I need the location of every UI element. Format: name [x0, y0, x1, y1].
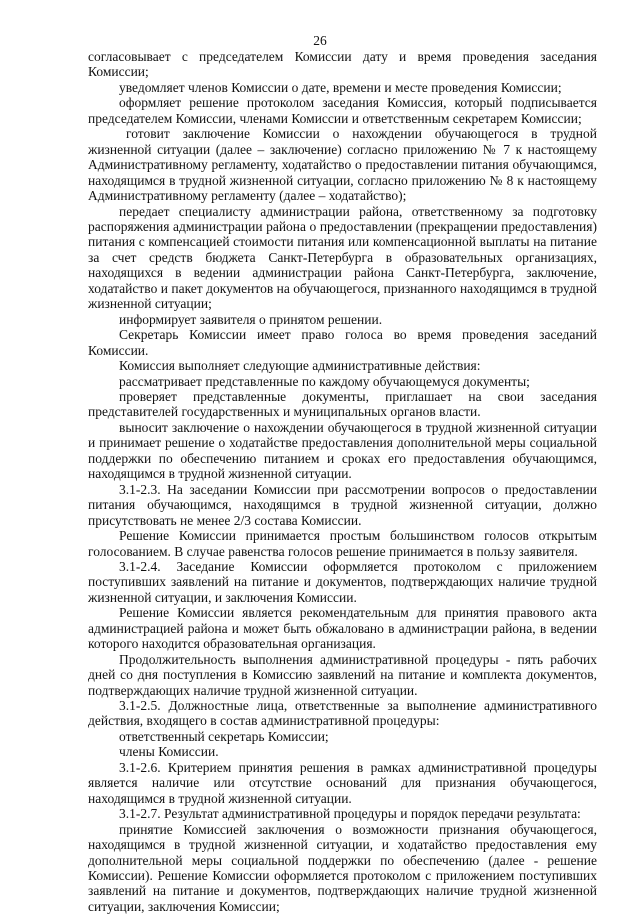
paragraph: проверяет представленные документы, приглашает на свои заседания представителей государственных и муниципальных органов власти.: [88, 388, 597, 420]
paragraph: члены Комиссии.: [119, 744, 219, 760]
paragraph: рассматривает представленные по каждому обучающемуся документы;: [119, 373, 530, 389]
document-body: [88, 49, 597, 914]
paragraph: 3.1-2.5. Должностные лица, ответственные за выполнение административного действия, входящего в состав административной процедуры:: [88, 698, 597, 729]
paragraph: Решение Комиссии является рекомендательным для принятия правового акта администрацией района и может быть обжаловано в администрации района, в ведении которого находится образовательная организация.: [88, 605, 597, 652]
paragraph: Секретарь Комиссии имеет право голоса во время проведения заседаний Комиссии.: [88, 327, 597, 358]
paragraph: информирует заявителя о принятом решении.: [119, 311, 383, 327]
paragraph: ответственный секретарь Комиссии;: [119, 728, 329, 744]
paragraph: 3.1-2.3. На заседании Комиссии при рассмотрении вопросов о предоставлении питания обучающимся, находящимся в трудной жизненной ситуации, должно присутствовать не менее 2/3 состава Комиссии.: [88, 481, 597, 528]
paragraph: выносит заключение о нахождении обучающегося в трудной жизненной ситуации и принимает решение о ходатайстве предоставления дополнительной меры социальной поддержки по обеспечению питанием и сроках его предоставления обучающимся, находящимся в трудной жизненной ситуации.: [88, 419, 597, 482]
paragraph: Решение Комиссии принимается простым большинством голосов открытым голосованием. В случае равенства голосов решение принимается в пользу заявителя.: [88, 528, 597, 559]
paragraph: Комиссия выполняет следующие административные действия:: [119, 358, 481, 374]
paragraph: передает специалисту администрации района, ответственному за подготовку распоряжения администрации района о предоставлении (прекращении предоставления) питания с компенсацией стоимости питания или компенсационной выплаты на питание за счет средств бюджета Санкт-Петербурга в образовательных организациях, находящихся в ведении администрации района Санкт-Петербурга, заключение, ходатайство и пакет документов на обучающегося, признанного находящимся в трудной жизненной ситуации;: [88, 203, 597, 312]
paragraph: принятие Комиссией заключения о возможности признания обучающегося, находящимся в трудной жизненной ситуации, и ходатайство предоставления ему дополнительной меры социальной поддержки по обеспечению (далее - решение Комиссии). Решение Комиссии оформляется протоколом с приложением поступивших заявлений на питание и документов, подтверждающих наличие трудной жизненной ситуации, заключения Комиссии;: [88, 821, 597, 914]
paragraph: 3.1-2.4. Заседание Комиссии оформляется протоколом с приложением поступивших заявлений на питание и документов, подтверждающих наличие трудной жизненной ситуации, и заключения Комиссии.: [88, 558, 597, 605]
paragraph: оформляет решение протоколом заседания Комиссия, который подписывается председателем Комиссии, членами Комиссии и ответственным секретарем Комиссии;: [88, 95, 597, 126]
paragraph: готовит заключение Комиссии о нахождении обучающегося в трудной жизненной ситуации (далее – заключение) согласно приложению № 7 к настоящему Административному регламенту, ходатайство о предоставлении питания обучающимся, находящимся в трудной жизненной ситуации, согласно приложению № 8 к настоящему Административному регламенту (далее – ходатайство);: [88, 126, 597, 204]
paragraph: уведомляет членов Комиссии о дате, времени и месте проведения Комиссии;: [119, 79, 562, 95]
paragraph: согласовывает с председателем Комиссии дату и время проведения заседания Комиссии;: [88, 49, 597, 80]
paragraph: Продолжительность выполнения административной процедуры - пять рабочих дней со дня поступления в Комиссию заявлений на питание и комплекта документов, подтверждающих наличие трудной жизненной ситуации.: [88, 651, 597, 698]
paragraph: 3.1-2.7. Результат административной процедуры и порядок передачи результата:: [119, 806, 581, 822]
page-number: 26: [313, 33, 327, 48]
paragraph: 3.1-2.6. Критерием принятия решения в рамках административной процедуры является наличие или отсутствие оснований для признания обучающегося, находящимся в трудной жизненной ситуации.: [88, 759, 597, 806]
